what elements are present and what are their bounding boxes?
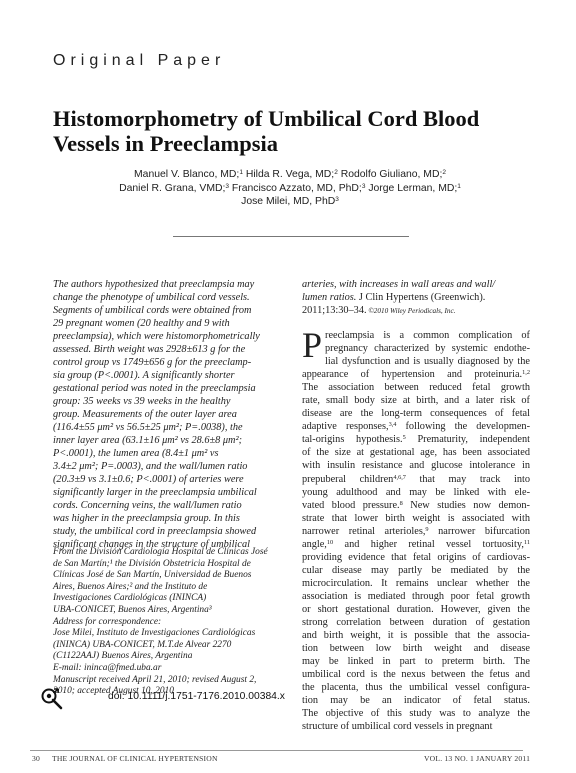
abstract-line: lumen ratios. [302,292,357,303]
body-line [302,616,530,629]
cross-reference-icon[interactable] [40,687,64,711]
affiliations-note [53,547,293,698]
affiliation-line: de San Martín;¹ the División Obstetricia Hospital de [53,558,251,569]
author-name: Rodolfo Giuliano, MD; [337,169,443,180]
body-text-run: structure of umbilical cord vessels in pregnant [302,721,493,733]
page-number: 30 [32,754,40,763]
body-text-run: The objective of this study was to analyze the [302,708,530,720]
author-line [90,195,490,209]
journal-name: THE JOURNAL OF CLINICAL HYPERTENSION [52,754,218,763]
abstract-line: Segments of umbilical cords were obtained from [53,305,252,316]
body-text-run: strate that lower birth weight is associated with [302,512,530,524]
body-line [302,459,530,472]
body-text-run: providing evidence that fetal origins of cardiovas- [302,551,530,563]
body-line [302,525,530,538]
body-text-run: adaptive responses, [302,421,389,433]
body-text-run: Prematurity, independent [405,434,530,446]
abstract-line: inner layer area (63.1±16 μm² vs 28.6±8 μm²; [53,435,243,446]
drop-cap: P [302,325,323,365]
affiliation-line: Clínicas José de San Martín, Universidad de Buenos [53,570,252,581]
body-line [302,473,530,486]
body-text-run: pregnancy characterized by systemic endothe- [325,343,530,355]
body-text-run: strong correlation between duration of gestation [302,617,530,629]
body-line [302,707,530,720]
body-line [302,329,530,342]
body-line [302,446,530,459]
abstract-line: 29 pregnant women (20 healthy and 9 with [53,318,230,329]
author-name: Francisco Azzato, MD, PhD; [229,182,362,194]
section-label: Original Paper [53,52,226,69]
body-text-run: prepuberal children [302,473,394,485]
body-text-run: lial dysfunction and is usually diagnosed by the [325,356,530,368]
body-text-run: New studies now demon- [402,499,530,511]
body-text-run: vated blood pressure. [302,499,400,511]
body-text-run: angle, [302,538,327,550]
body-line [302,681,530,694]
affiliation-line: E-mail: ininca@fmed.uba.ar [53,662,162,673]
body-text-run: the placenta, thus the umbilical vessel configura- [302,682,530,694]
body-text-run: disease are the long-term consequences of fetal [302,408,530,420]
abstract-line: sia group (P<.0001). A significantly shorter [53,370,235,381]
footer-divider [30,750,523,751]
body-line [302,629,530,642]
citation-marker: 9 [425,525,429,533]
author-name: Jose Milei, MD, PhD [241,196,336,207]
body-line [302,368,530,381]
abstract-line: group. Measurements of the outer layer area [53,409,237,420]
body-text-run: rate, small body size at birth, and a later risk of [302,395,530,407]
body-line [302,355,530,368]
body-text-run: cular disease may partly be mediated by the [302,564,530,576]
body-text-run: umbilical cord is the nexus between the fetus and [302,669,530,681]
body-line [302,538,530,551]
body-text-run: tion between low birth weight and disease [302,643,530,655]
citation-marker: 8 [399,499,403,507]
body-line [302,655,530,668]
body-text-run: tal-origins hypothesis. [302,434,403,446]
body-line [302,342,530,355]
body-line [302,668,530,681]
body-line [302,551,530,564]
citation: 2011;13:30–34. [302,305,367,316]
body-line [302,603,530,616]
volume-info: VOL. 13 NO. 1 JANUARY 2011 [424,754,531,763]
affiliation-marker: 1 [239,169,243,176]
body-text-run: following the developmen- [396,421,530,433]
body-text-run: The association between reduced fetal growth [302,382,530,394]
body-text-run: or short gestational duration. However, given the [302,603,530,615]
abstract-continuation [302,278,530,318]
affiliation-line: Manuscript received April 21, 2010; revised August 2, [53,674,257,685]
abstract-line: significantly larger in the preeclampsia umbilical [53,487,257,498]
doi-row [40,687,300,711]
affiliation-marker: 1 [457,182,461,190]
affiliation-line: From the División Cardiología Hospital de Clínicas José [53,547,268,557]
affiliation-marker: 3 [335,196,339,203]
abstract-line: study, the umbilical cord in preeclampsia showed [53,526,257,537]
body-line [302,381,530,394]
body-line [302,499,530,512]
abstract-line: control group vs 1749±656 g for the preeclamp- [53,357,252,368]
body-text-run: with insulin resistance and glucose intolerance in [302,460,530,472]
citation-marker: 5 [402,434,406,442]
abstract-line: preeclampsia), which were histomorphometrically [53,331,260,342]
body-line [302,564,530,577]
body-line [302,590,530,603]
author-name: Jorge Lerman, MD; [365,182,458,194]
abstract-line: 3.4±2 μm²; P=.0003), and the wall/lumen ratio [53,461,248,472]
abstract-line: The authors hypothesized that preeclampsia may [53,279,255,290]
body-line [302,512,530,525]
body-line [302,394,530,407]
abstract-line: P<.0001), the lumen area (8.4±1 μm² vs [53,448,219,459]
body-text-run: and birth weight, it is possible that the associa- [302,630,530,642]
citation-line [302,304,530,318]
author-line [90,182,490,196]
abstract [53,278,288,551]
author-list [90,168,490,209]
affiliation-marker: 3 [361,182,366,190]
abstract-line: change the phenotype of umbilical cord vessels. [53,292,250,303]
abstract-line: group: 35 weeks vs 39 weeks in the healthy [53,396,231,407]
abstract-line: gestational period was noted in the preeclampsia [53,383,256,394]
body-text-run: that may track into [405,473,530,485]
citation-marker: 4,6,7 [393,473,406,481]
doi-link[interactable]: doi: 10.1111/j.1751-7176.2010.00384.x [108,691,285,702]
title-line: Vessels in Preeclampsia [53,131,278,156]
title-divider [173,236,409,237]
body-text-run: appearance of hypertension and proteinuria. [302,369,523,381]
body-line [302,407,530,420]
body-text-run: young adulthood and may be linked with ele- [302,486,530,498]
body-text-run: microcirculation. It remains unclear whether the [302,577,530,589]
affiliation-line: Address for correspondence: [53,616,162,627]
citation-line [302,291,530,304]
affiliation-marker: 3 [225,182,229,190]
body-line [302,577,530,590]
body-text-run: may be linked in part to preterm birth. The [302,656,530,668]
affiliation-line: UBA-CONICET, Buenos Aires, Argentina³ [53,604,212,615]
body-line [302,720,530,733]
body-text-run: association is mediated through poor fetal growth [302,590,530,602]
body-line [302,420,530,433]
body-text-run: of the size at gestational age, has been associated [302,447,530,459]
body-text-run: reeclampsia is a common complication of [325,330,530,341]
abstract-line: arteries, with increases in wall areas and wall/ [302,279,496,290]
copyright: ©2010 Wiley Periodicals, Inc. [366,307,456,315]
abstract-line: cords. Concerning veins, the wall/lumen ratio [53,500,242,511]
abstract-line: assessed. Birth weight was 2928±613 g for the [53,344,246,355]
abstract-line: significant changes in the structure of umbilical [53,539,250,550]
body-text-run: tion may be an indicator of fetal status. [302,695,530,707]
body-text-run: narrower retinal arterioles, [302,525,426,537]
abstract-line: (20.3±9 vs 3.1±0.6; P<.0001) of arteries were [53,474,244,485]
affiliation-line: 2010; accepted August 10, 2010 [53,686,174,697]
body-text [302,325,530,733]
author-line [90,168,490,182]
body-line [302,694,530,707]
citation-marker: 3,4 [388,421,397,429]
citation-marker: 1,2 [522,369,530,377]
abstract-line: (116.4±55 μm² vs 56.5±25 μm²; P=.0038), the [53,422,243,433]
body-line [302,642,530,655]
citation-marker: 10 [326,538,334,546]
article-title [53,106,533,156]
body-line [302,486,530,499]
body-line [302,433,530,446]
body-text-run: and higher retinal vessel tortuosity, [333,538,524,550]
author-name: Manuel V. Blanco, MD; [134,169,240,180]
citation: J Clin Hypertens (Greenwich). [356,292,486,303]
author-name: Daniel R. Grana, VMD; [119,182,226,194]
body-text-run: narrower bifurcation [428,525,530,537]
title-line: Histomorphometry of Umbilical Cord Blood [53,106,480,131]
citation-marker: 11 [523,538,530,546]
abstract-line: was higher in the preeclampsia group. In this [53,513,240,524]
affiliation-line: (ININCA) UBA-CONICET, M.T.de Alvear 2270 [53,639,232,650]
author-name: Hilda R. Vega, MD; [242,169,335,180]
affiliation-line: Aires, Buenos Aires;² and the Instituto de [53,581,208,592]
affiliation-line: Investigaciones Cardiológicas (ININCA) [53,593,207,604]
affiliation-marker: 2 [442,169,446,176]
affiliation-marker: 2 [334,169,338,176]
affiliation-line: (C1122AAJ) Buenos Aires, Argentina [53,651,193,662]
affiliation-line: Jose Milei, Instituto de Investigaciones Cardiológicas [53,628,256,639]
